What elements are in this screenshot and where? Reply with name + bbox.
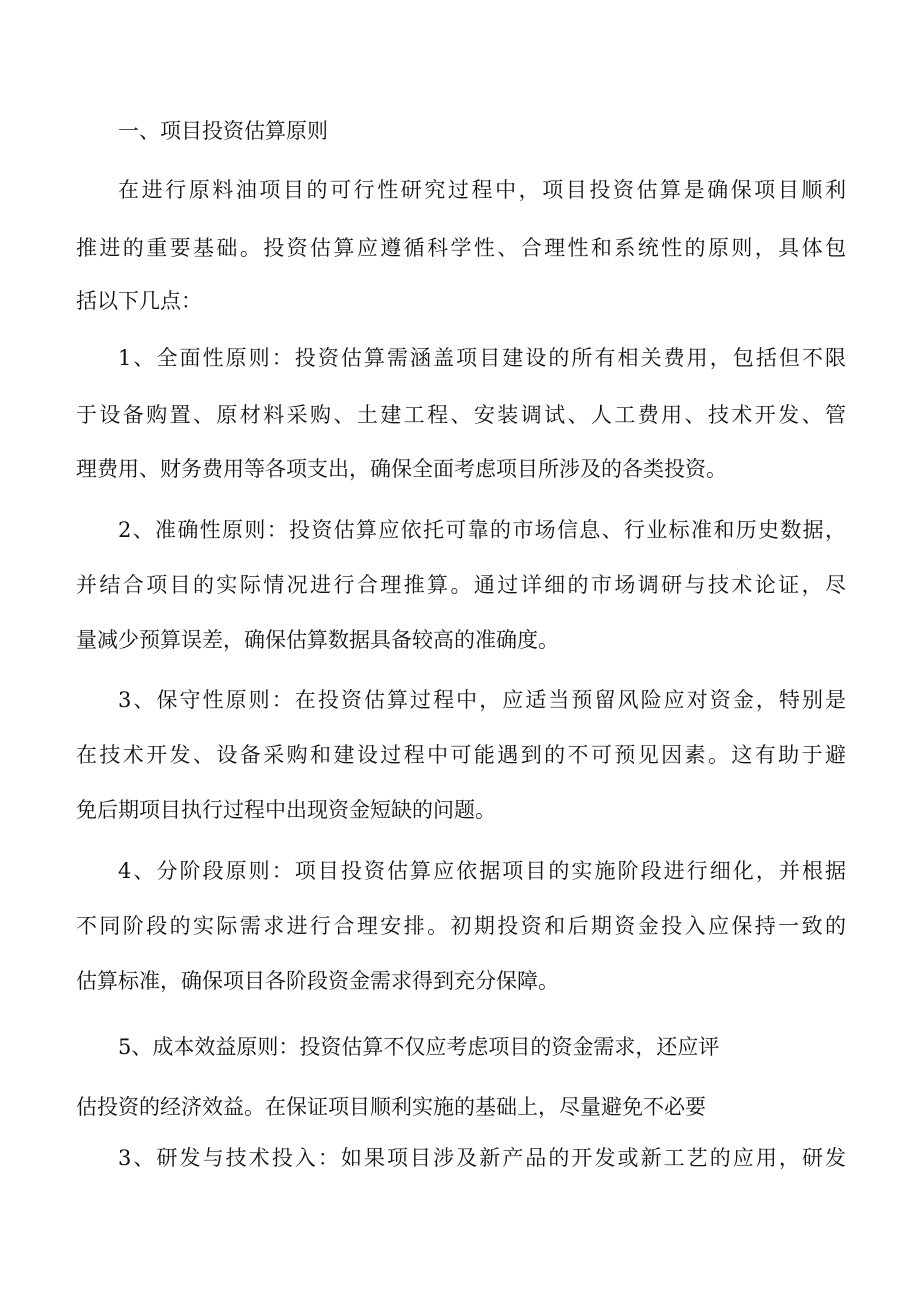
paragraph-intro-line-1: 在进行原料油项目的可行性研究过程中，项目投资估算是确保项目顺利 (118, 178, 846, 202)
principle-3-line-3: 免后期项目执行过程中出现资金短缺的问题。 (76, 798, 496, 822)
principle-2-line-1: 2、准确性原则：投资估算应依托可靠的市场信息、行业标准和历史数据， (118, 518, 846, 542)
principle-5-line-1: 5、成本效益原则：投资估算不仅应考虑项目的资金需求，还应评 (118, 1035, 720, 1059)
rd-investment-line-1: 3、研发与技术投入：如果项目涉及新产品的开发或新工艺的应用，研发 (118, 1146, 846, 1170)
section-heading: 一、项目投资估算原则 (118, 119, 328, 143)
principle-3-line-1: 3、保守性原则：在投资估算过程中，应适当预留风险应对资金，特别是 (118, 688, 846, 712)
principle-1-line-1: 1、全面性原则：投资估算需涵盖项目建设的所有相关费用，包括但不限 (118, 346, 846, 370)
principle-4-line-2: 不同阶段的实际需求进行合理安排。初期投资和后期资金投入应保持一致的 (76, 914, 846, 938)
principle-1-line-3: 理费用、财务费用等各项支出，确保全面考虑项目所涉及的各类投资。 (76, 457, 727, 481)
principle-4-line-3: 估算标准，确保项目各阶段资金需求得到充分保障。 (76, 969, 559, 993)
principle-4-line-1: 4、分阶段原则：项目投资估算应依据项目的实施阶段进行细化，并根据 (118, 859, 846, 883)
paragraph-intro-line-2: 推进的重要基础。投资估算应遵循科学性、合理性和系统性的原则，具体包 (76, 236, 846, 260)
principle-2-line-3: 量减少预算误差，确保估算数据具备较高的准确度。 (76, 628, 559, 652)
principle-2-line-2: 并结合项目的实际情况进行合理推算。通过详细的市场调研与技术论证，尽 (76, 573, 846, 597)
paragraph-intro-line-3: 括以下几点： (76, 289, 202, 313)
principle-5-line-2: 估投资的经济效益。在保证项目顺利实施的基础上，尽量避免不必要 (76, 1095, 706, 1119)
principle-3-line-2: 在技术开发、设备采购和建设过程中可能遇到的不可预见因素。这有助于避 (76, 743, 846, 767)
principle-1-line-2: 于设备购置、原材料采购、土建工程、安装调试、人工费用、技术开发、管 (76, 403, 846, 427)
